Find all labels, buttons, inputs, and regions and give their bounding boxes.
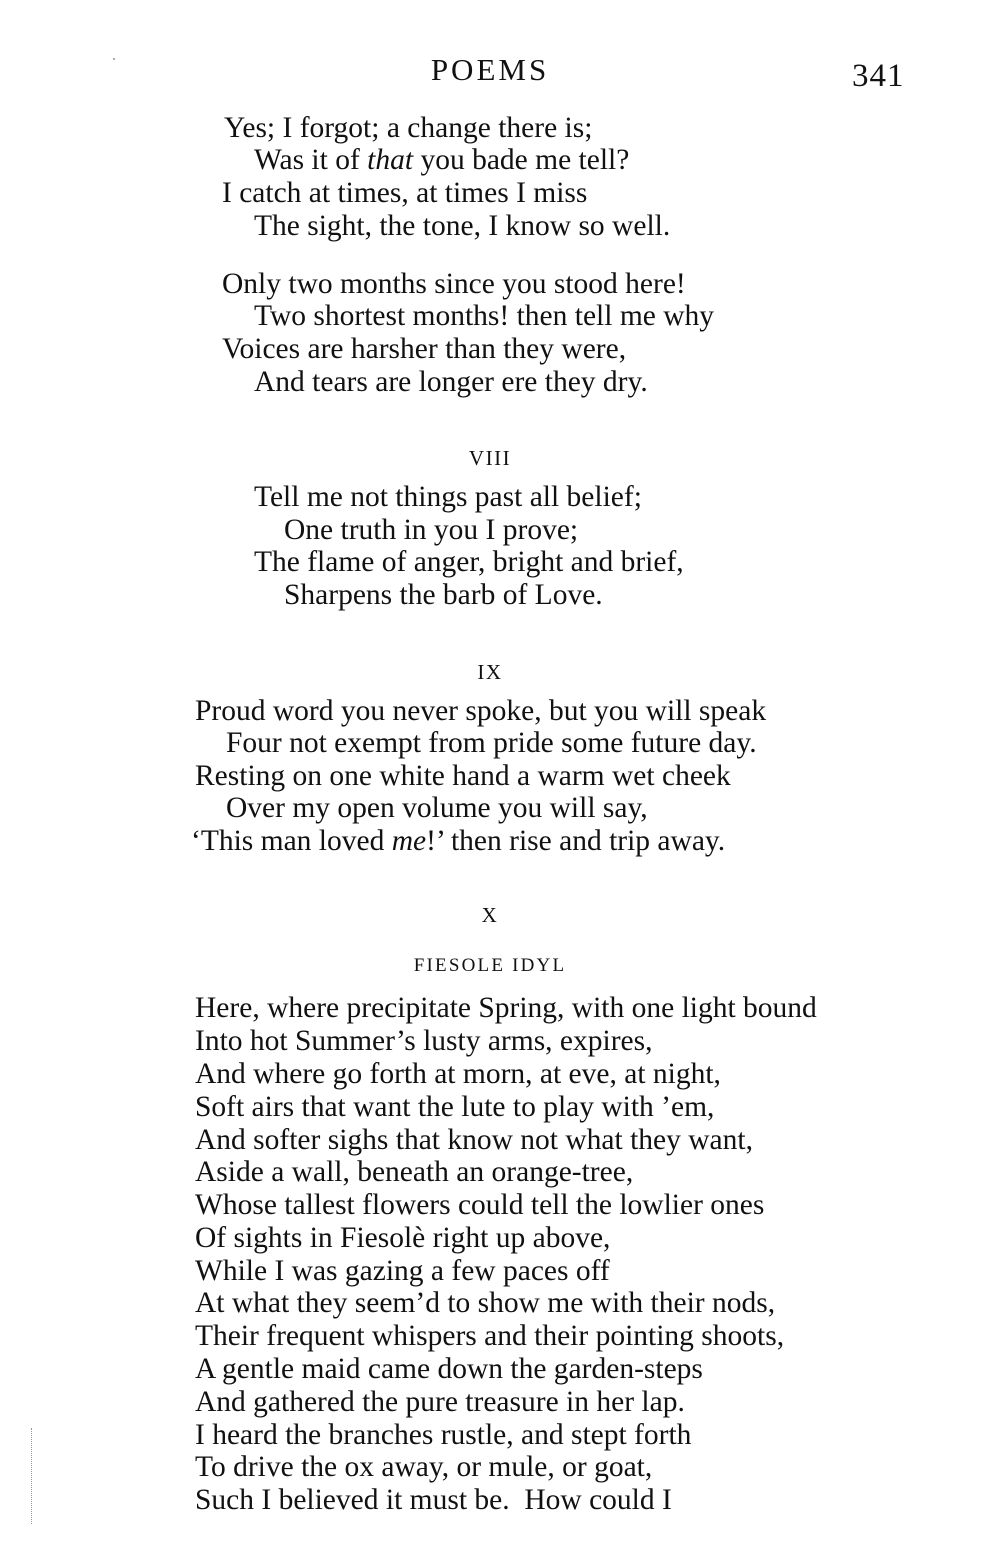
verse-line: Here, where precipitate Spring, with one light bound: [195, 992, 817, 1024]
verse-line: [254, 144, 629, 176]
verse-line: Proud word you never spoke, but you will speak: [195, 695, 767, 727]
verse-line: And softer sighs that know not what they want,: [195, 1124, 753, 1156]
verse-line: Resting on one white hand a warm wet cheek: [195, 760, 731, 792]
verse-line: Such I believed it must be. How could I: [195, 1484, 672, 1516]
verse-line: Tell me not things past all belief;: [254, 481, 642, 513]
verse-line: Four not exempt from pride some future day.: [226, 727, 757, 759]
verse-line: Their frequent whispers and their pointing shoots,: [195, 1320, 785, 1352]
section-numeral: X: [481, 903, 499, 927]
verse-segment: !’ then rise and trip away.: [426, 825, 726, 857]
verse-segment: Was it of: [254, 144, 368, 176]
italic-word: that: [367, 144, 414, 176]
verse-line: And where go forth at morn, at eve, at night,: [195, 1058, 721, 1090]
verse-line: Soft airs that want the lute to play with ’em,: [195, 1091, 715, 1123]
verse-line: Sharpens the barb of Love.: [284, 579, 603, 611]
verse-line: Of sights in Fiesolè right up above,: [195, 1222, 611, 1254]
verse-line: And tears are longer ere they dry.: [254, 366, 648, 398]
verse-line: A gentle maid came down the garden-steps: [195, 1353, 703, 1385]
verse-line: [191, 825, 725, 857]
verse-line: One truth in you I prove;: [284, 514, 579, 546]
verse-line: Two shortest months! then tell me why: [254, 300, 715, 332]
verse-line: I catch at times, at times I miss: [222, 177, 588, 209]
poem-title: FIESOLE IDYL: [413, 955, 567, 976]
verse-line: Into hot Summer’s lusty arms, expires,: [195, 1025, 653, 1057]
verse-line: I heard the branches rustle, and stept forth: [195, 1419, 692, 1451]
verse-line: And gathered the pure treasure in her lap.: [195, 1386, 685, 1418]
verse-segment: you bade me tell?: [413, 144, 630, 176]
verse-line: While I was gazing a few paces off: [195, 1255, 610, 1287]
italic-word: me: [391, 825, 427, 857]
section-numeral: VIII: [468, 446, 512, 470]
verse-line: The flame of anger, bright and brief,: [254, 546, 684, 578]
verse-line: To drive the ox away, or mule, or goat,: [195, 1451, 653, 1483]
binding-edge-marks: [31, 1428, 32, 1524]
verse-segment: ‘This man loved: [191, 825, 392, 857]
verse-line: Yes; I forgot; a change there is;: [224, 112, 593, 144]
verse-line: Over my open volume you will say,: [226, 792, 648, 824]
verse-line: Only two months since you stood here!: [222, 268, 686, 300]
running-title: POEMS: [430, 52, 550, 87]
verse-line: At what they seem’d to show me with their nods,: [195, 1287, 776, 1319]
verse-line: Voices are harsher than they were,: [222, 333, 627, 365]
verse-line: Whose tallest flowers could tell the lowlier ones: [195, 1189, 765, 1221]
page-number: 341: [852, 58, 905, 94]
section-numeral: IX: [477, 660, 503, 684]
verse-line: The sight, the tone, I know so well.: [254, 210, 671, 242]
verse-line: Aside a wall, beneath an orange-tree,: [195, 1156, 634, 1188]
